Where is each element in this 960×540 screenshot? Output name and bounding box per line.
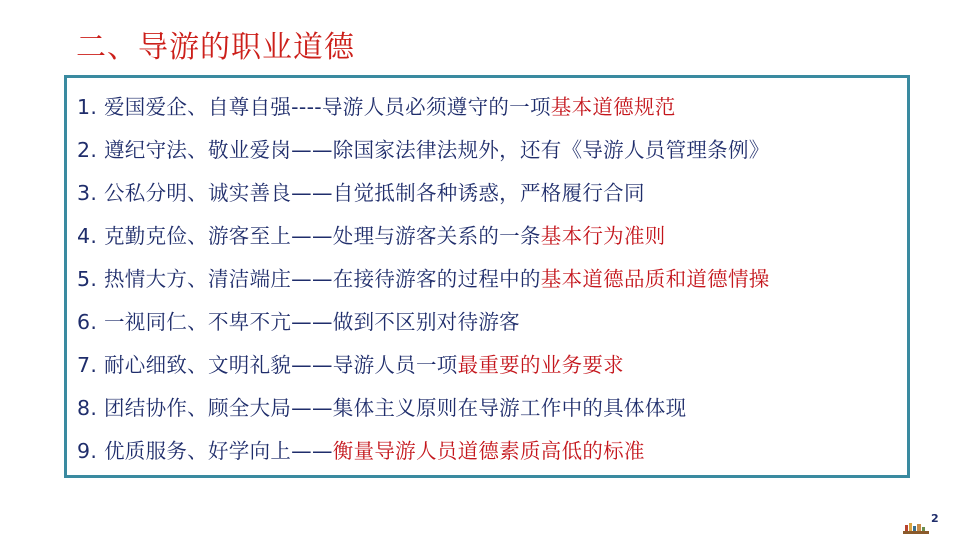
item-highlight: 最重要的业务要求: [457, 353, 624, 377]
item-highlight: 基本道德品质和道德情操: [540, 267, 770, 291]
ethics-list: [77, 86, 770, 473]
list-item: [77, 430, 770, 473]
book-spine: [922, 527, 925, 531]
item-highlight: 衡量导游人员道德素质高低的标准: [332, 439, 645, 463]
list-item: [77, 172, 770, 215]
item-highlight: 基本道德规范: [550, 95, 676, 119]
item-text: 4. 克勤克俭、游客至上——处理与游客关系的一条: [77, 224, 541, 248]
book-spine: [913, 526, 916, 531]
item-text: 9. 优质服务、好学向上——: [77, 439, 333, 463]
list-item: [77, 387, 770, 430]
book-spine: [909, 523, 912, 531]
item-text: 5. 热情大方、清洁端庄——在接待游客的过程中的: [77, 267, 541, 291]
item-text: 8. 团结协作、顾全大局——集体主义原则在导游工作中的具体体现: [77, 396, 687, 420]
shelf-base: [903, 531, 929, 534]
book-spine: [917, 524, 921, 531]
page-number: 2: [931, 512, 939, 525]
list-item: [77, 344, 770, 387]
list-item: [77, 301, 770, 344]
list-item: [77, 86, 770, 129]
list-item: [77, 215, 770, 258]
book-spine: [905, 525, 908, 531]
slide-title: 二、导游的职业道德: [76, 30, 355, 65]
content-box: [64, 75, 910, 478]
list-item: [77, 129, 770, 172]
item-text: 1. 爱国爱企、自尊自强----导游人员必须遵守的一项: [77, 95, 551, 119]
list-item: [77, 258, 770, 301]
item-text: 3. 公私分明、诚实善良——自觉抵制各种诱惑，严格履行合同: [77, 181, 645, 205]
item-text: 7. 耐心细致、文明礼貌——导游人员一项: [77, 353, 458, 377]
books-icon: [903, 522, 929, 534]
item-highlight: 基本行为准则: [540, 224, 666, 248]
item-text: 6. 一视同仁、不卑不亢——做到不区别对待游客: [77, 310, 520, 334]
item-text: 2. 遵纪守法、敬业爱岗——除国家法律法规外，还有《导游人员管理条例》: [77, 138, 770, 162]
